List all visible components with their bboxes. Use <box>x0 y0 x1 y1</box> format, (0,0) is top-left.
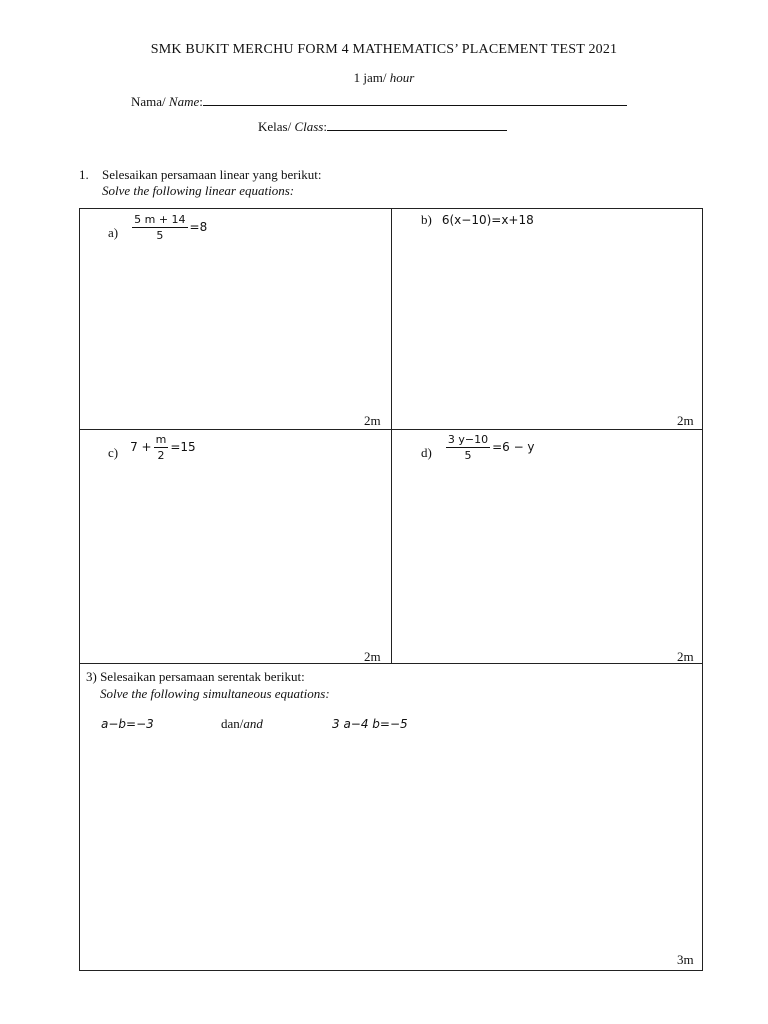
part-c <box>108 433 196 462</box>
question-1-instruction-ms: Selesaikan persamaan linear yang berikut: <box>102 167 322 182</box>
class-answer-line[interactable] <box>327 118 507 131</box>
name-field: Nama/ Name: <box>131 93 627 110</box>
question-1-instruction-en: Solve the following linear equations: <box>102 183 295 198</box>
question-1-instruction <box>102 167 321 199</box>
part-a-marks[interactable]: 2m <box>364 413 381 428</box>
question-3-connector <box>221 716 263 732</box>
part-a-fraction <box>132 213 187 242</box>
test-duration <box>0 70 768 86</box>
part-c-rhs: =15 <box>170 440 196 454</box>
part-c-label: c) <box>108 445 119 460</box>
part-a-numerator: 5 m + 14 <box>134 213 186 226</box>
part-b-label: b) <box>421 212 432 227</box>
part-a <box>108 213 207 242</box>
class-field: Kelas/ Class: <box>258 118 507 135</box>
part-a-denominator: 5 <box>156 229 164 242</box>
part-b-equation: 6(x−10)=x+18 <box>441 213 534 227</box>
class-label-en: Class <box>294 119 324 134</box>
grid-vertical-divider <box>391 208 392 664</box>
class-label-ms: Kelas/ <box>258 119 292 134</box>
question-3-heading-ms: 3) Selesaikan persamaan serentak berikut: <box>86 669 305 684</box>
part-d-fraction <box>446 433 490 462</box>
part-c-numerator: m <box>155 433 167 446</box>
part-a-label: a) <box>108 225 119 240</box>
part-d-rhs: =6 − y <box>492 440 535 454</box>
part-d-label: d) <box>421 445 432 460</box>
name-answer-line[interactable] <box>203 93 627 106</box>
part-d-equation <box>444 433 535 462</box>
part-b-marks[interactable]: 2m <box>677 413 694 428</box>
part-d <box>421 433 535 462</box>
part-c-equation <box>130 433 196 462</box>
question-3-connector-en: and <box>243 716 263 731</box>
question-3-equation-1 <box>101 717 154 731</box>
part-c-prefix: 7 + <box>130 440 152 454</box>
name-label-en: Name <box>168 94 200 109</box>
name-label-ms: Nama/ <box>131 94 166 109</box>
part-d-numerator: 3 y−10 <box>447 433 489 446</box>
question-3-heading-en: Solve the following simultaneous equations: <box>100 686 330 701</box>
question-3-answer-box <box>79 663 703 971</box>
question-1-number: 1. <box>79 167 89 182</box>
part-a-equation <box>130 213 208 242</box>
part-c-denominator: 2 <box>157 449 165 462</box>
part-c-fraction <box>154 433 169 462</box>
grid-horizontal-divider <box>79 429 703 430</box>
question-3-equation-2 <box>332 717 408 731</box>
test-title: SMK BUKIT MERCHU FORM 4 MATHEMATICS’ PLACEMENT TEST 2021 <box>150 42 618 57</box>
part-c-marks[interactable]: 2m <box>364 649 381 664</box>
duration-label-ms: 1 jam/ <box>353 70 387 85</box>
part-b <box>421 211 534 229</box>
question-3-heading <box>86 668 330 702</box>
part-d-marks[interactable]: 2m <box>677 649 694 664</box>
part-d-denominator: 5 <box>464 449 472 462</box>
duration-label-en: hour <box>389 70 415 85</box>
part-a-rhs: =8 <box>189 220 208 234</box>
question-3-equation-2-text: 3 a−4 b=−5 <box>332 717 408 731</box>
question-3-equation-1-text: a−b=−3 <box>101 717 154 731</box>
question-3-marks[interactable]: 3m <box>677 952 694 967</box>
question-3-connector-ms: dan/ <box>221 716 244 731</box>
